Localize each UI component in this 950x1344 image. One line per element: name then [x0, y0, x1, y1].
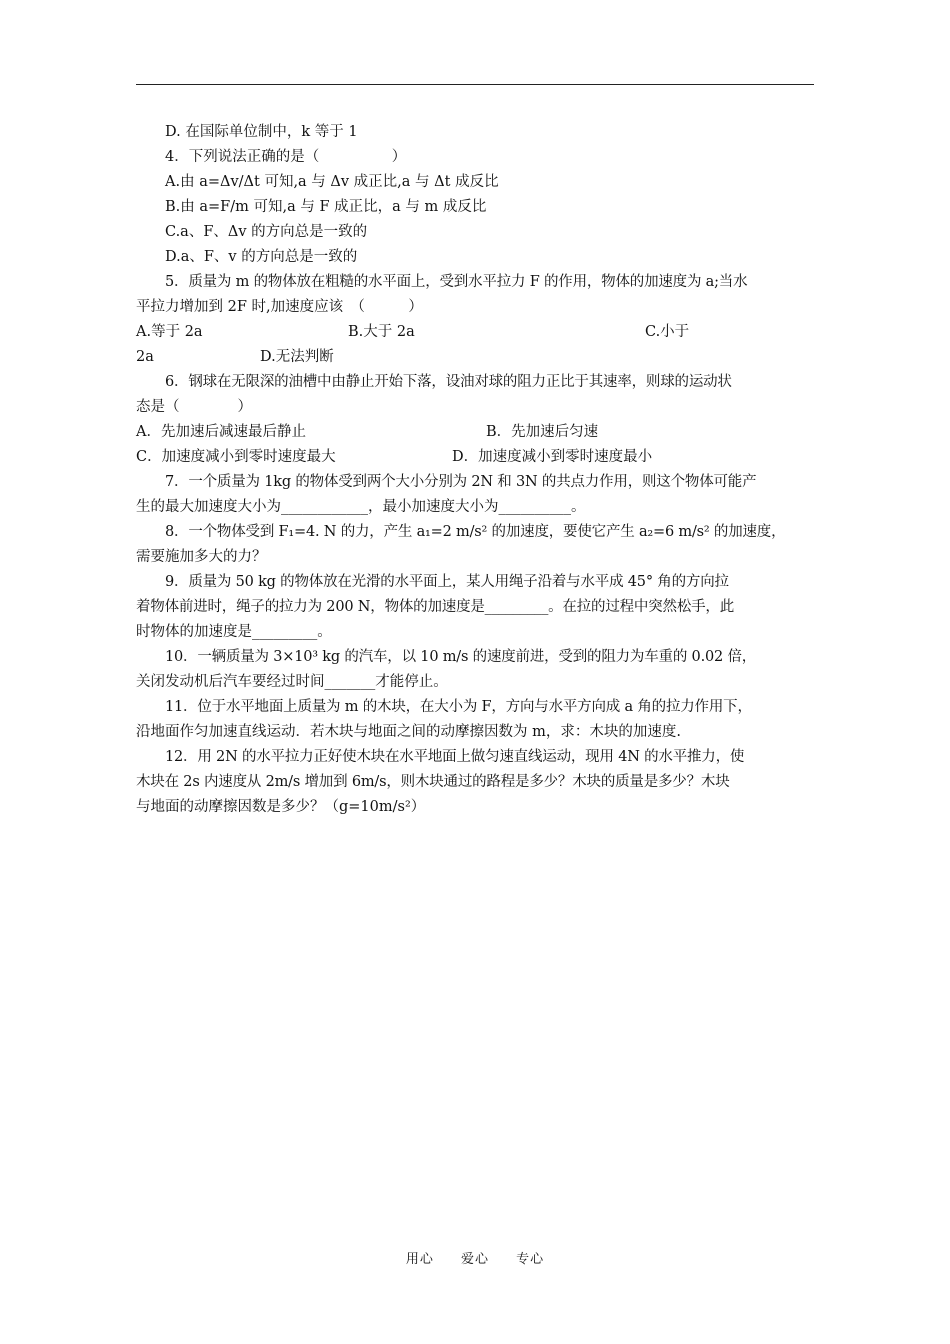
- q4-option-a: A.由 a=Δv/Δt 可知,a 与 Δv 成正比,a 与 Δt 成反比: [165, 174, 499, 190]
- q5-option-c-cont: 2a: [136, 349, 154, 365]
- question-5-line-1: 5．质量为 m 的物体放在粗糙的水平面上，受到水平拉力 F 的作用，物体的加速度为 a;当水: [165, 274, 748, 290]
- q6-options-row-1: [136, 420, 814, 445]
- question-7-line-1: 7．一个质量为 1kg 的物体受到两个大小分别为 2N 和 3N 的共点力作用，则这个物体可能产: [165, 474, 757, 490]
- question-7-line-2: 生的最大加速度大小为____________，最小加速度大小为__________。: [136, 499, 586, 515]
- q6-option-a: A．先加速后减速最后静止: [136, 424, 306, 440]
- question-11-line-1: 11．位于水平地面上质量为 m 的木块，在大小为 F，方向与水平方向成 a 角的拉力作用下，: [165, 699, 752, 715]
- question-4: 4．下列说法正确的是（ ）: [165, 149, 407, 165]
- question-12-line-3: 与地面的动摩擦因数是多少？（g=10m/s²）: [136, 799, 426, 815]
- document-body: [136, 120, 814, 820]
- page-footer: [0, 1248, 950, 1267]
- q4-option-b: B.由 a=F/m 可知,a 与 F 成正比，a 与 m 成反比: [165, 199, 487, 215]
- question-11-line-2: 沿地面作匀加速直线运动．若木块与地面之间的动摩擦因数为 m，求：木块的加速度.: [136, 724, 681, 740]
- q5-options-row-2: [136, 345, 814, 370]
- question-8-line-2: 需要施加多大的力？: [136, 549, 267, 565]
- question-9-line-2: 着物体前进时，绳子的拉力为 200 N，物体的加速度是_________。在拉的过程中突然松手，此: [136, 599, 735, 615]
- q3-option-d: D. 在国际单位制中，k 等于 1: [165, 124, 358, 140]
- footer-text-1: 用心: [405, 1252, 434, 1267]
- question-12-line-1: 12．用 2N 的水平拉力正好使木块在水平地面上做匀速直线运动，现用 4N 的水平推力，使: [165, 749, 745, 765]
- question-12-line-2: 木块在 2s 内速度从 2m/s 增加到 6m/s，则木块通过的路程是多少？木块的质量是多少？木块: [136, 774, 730, 790]
- question-10-line-2: 关闭发动机后汽车要经过时间_______才能停止。: [136, 674, 448, 690]
- question-6-line-2: 态是（ ）: [136, 399, 252, 415]
- question-9-line-1: 9．质量为 50 kg 的物体放在光滑的水平面上，某人用绳子沿着与水平成 45° 角的方向拉: [165, 574, 729, 590]
- q5-options-row: [136, 320, 814, 345]
- footer-text-3: 专心: [516, 1252, 545, 1267]
- q6-options-row-2: [136, 445, 814, 470]
- question-8-line-1: 8．一个物体受到 F₁=4. N 的力，产生 a₁=2 m/s² 的加速度，要使它产生 a₂=6 m/s² 的加速度，: [165, 524, 786, 540]
- q6-option-d: D．加速度减小到零时速度最小: [452, 449, 653, 465]
- q5-option-b: B.大于 2a: [348, 324, 415, 340]
- q6-option-b: B．先加速后匀速: [486, 424, 599, 440]
- question-5-line-2: 平拉力增加到 2F 时,加速度应该 （ ）: [136, 299, 423, 315]
- q6-option-c: C．加速度减小到零时速度最大: [136, 449, 336, 465]
- question-10-line-1: 10．一辆质量为 3×10³ kg 的汽车，以 10 m/s 的速度前进，受到的阻力为车重的 0.02 倍，: [165, 649, 757, 665]
- q4-option-d: D.a、F、v 的方向总是一致的: [165, 249, 358, 265]
- q5-option-d: D.无法判断: [260, 349, 334, 365]
- footer-text-2: 爱心: [460, 1252, 489, 1267]
- question-9-line-3: 时物体的加速度是_________。: [136, 624, 332, 640]
- q5-option-a: A.等于 2a: [136, 324, 203, 340]
- question-6-line-1: 6．钢球在无限深的油槽中由静止开始下落，设油对球的阻力正比于其速率，则球的运动状: [165, 374, 732, 390]
- q5-option-c: C.小于: [645, 324, 690, 340]
- q4-option-c: C.a、F、Δv 的方向总是一致的: [165, 224, 368, 240]
- header-rule: [136, 84, 814, 85]
